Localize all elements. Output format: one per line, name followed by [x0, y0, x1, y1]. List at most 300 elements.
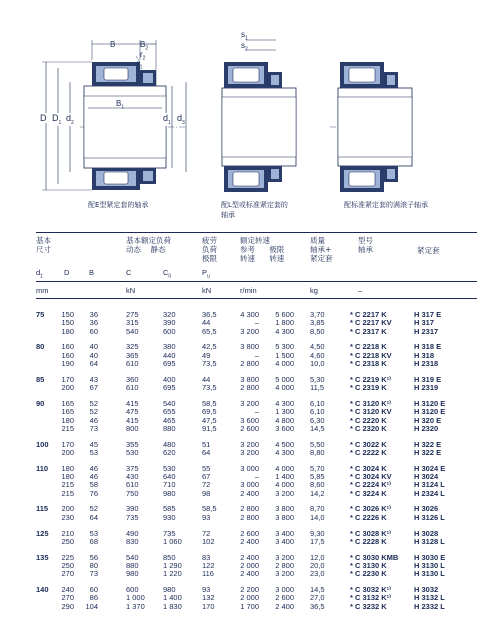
- symbol-C0: $C_0$: [163, 268, 172, 280]
- table-cell: 210: [61, 528, 74, 538]
- table-cell: H 3130 L: [414, 569, 445, 579]
- group-bore-diameter: 140: [36, 585, 49, 594]
- table-cell: H 2317: [414, 326, 439, 336]
- table-cell: 165: [61, 407, 74, 417]
- table-cell: 250: [61, 560, 74, 570]
- table-cell: 36,5: [202, 310, 217, 319]
- table-cell: 42,5: [202, 342, 217, 352]
- table-cell: H 3024: [414, 472, 439, 481]
- table-cell: 2 800: [240, 359, 259, 368]
- table-cell: 49: [202, 350, 211, 360]
- table-cell: 4 300: [275, 447, 294, 457]
- table-cell: 73,5: [202, 383, 217, 393]
- table-cell: 12,0: [310, 552, 325, 562]
- table-cell: * C 2222 K: [350, 447, 387, 457]
- table-cell: 170: [61, 439, 74, 449]
- label-B1: $B_1$: [116, 99, 125, 111]
- table-cell: 610: [126, 480, 139, 490]
- table-cell: * C 2220 K: [350, 415, 387, 425]
- table-cell: * C 3024 KV: [350, 472, 392, 481]
- table-cell: 4 300: [240, 310, 259, 319]
- table-cell: 325: [126, 342, 139, 352]
- table-cell: 1 400: [275, 472, 294, 481]
- table-cell: H 2324 L: [414, 488, 445, 498]
- table-cell: 830: [126, 536, 139, 546]
- table-cell: * C 3024 K: [350, 463, 387, 473]
- table-cell: 8,50: [310, 326, 325, 336]
- table-cell: 3 200: [275, 488, 294, 498]
- table-cell: 530: [126, 447, 139, 457]
- table-cell: 8,80: [310, 447, 325, 457]
- table-cell: 46: [89, 472, 98, 481]
- table-cell: * C 2317 K: [350, 326, 387, 336]
- group-bore-diameter: 75: [36, 310, 45, 319]
- symbol-rule: [36, 281, 477, 282]
- table-cell: 14,5: [310, 423, 325, 433]
- table-cell: 3 200: [275, 552, 294, 562]
- table-cell: H 3128 L: [414, 536, 445, 546]
- header-sleeve: 紧定套: [417, 246, 440, 255]
- table-cell: 2 400: [275, 601, 294, 611]
- table-cell: –: [254, 318, 259, 328]
- table-cell: H 3028: [414, 528, 439, 538]
- table-cell: 610: [126, 359, 139, 368]
- table-cell: * C 2230 K: [350, 569, 387, 579]
- unit-mm: mm: [36, 286, 49, 295]
- table-cell: 880: [163, 423, 176, 433]
- table-cell: 72: [202, 480, 211, 490]
- table-cell: 86: [89, 593, 98, 603]
- table-cell: 3 200: [275, 569, 294, 579]
- table-cell: * C 2224 K¹⁾: [350, 480, 392, 490]
- table-cell: 45: [89, 439, 98, 449]
- table-cell: 5,30: [310, 374, 325, 384]
- table-cell: 64: [202, 447, 211, 457]
- table-cell: 132: [202, 593, 215, 603]
- table-cell: 3,85: [310, 318, 325, 328]
- table-cell: 5 000: [275, 374, 294, 384]
- table-cell: 3 000: [240, 480, 259, 490]
- table-cell: 275: [126, 310, 139, 319]
- table-cell: * C 3032 K¹⁾: [350, 585, 392, 594]
- table-cell: 600: [163, 326, 176, 336]
- table-cell: H 3120 E: [414, 398, 446, 408]
- table-cell: 58,5: [202, 504, 217, 514]
- table-cell: 44: [202, 374, 211, 384]
- table-cell: 80: [89, 560, 98, 570]
- table-cell: H 3024 E: [414, 463, 446, 473]
- table-cell: 3 200: [240, 447, 259, 457]
- group-bore-diameter: 135: [36, 552, 49, 562]
- table-cell: 3 200: [240, 326, 259, 336]
- table-cell: 170: [202, 601, 215, 611]
- unit-kn: kN: [126, 286, 136, 295]
- table-cell: 4 000: [275, 463, 294, 473]
- group-bore-diameter: 80: [36, 342, 45, 352]
- table-cell: 98: [202, 488, 211, 498]
- table-cell: 93: [202, 585, 211, 594]
- table-cell: 46: [89, 415, 98, 425]
- table-cell: 1 500: [275, 350, 294, 360]
- table-cell: H 318 E: [414, 342, 442, 352]
- table-cell: 980: [163, 585, 176, 594]
- table-cell: 655: [163, 407, 176, 417]
- table-cell: 2 200: [240, 585, 259, 594]
- unit-dash: –: [358, 286, 363, 295]
- table-cell: 5 600: [275, 310, 294, 319]
- group-bore-diameter: 100: [36, 439, 49, 449]
- caption-full-complement: 配标准紧定套的满滚子轴承: [344, 201, 428, 209]
- table-cell: 880: [126, 560, 139, 570]
- table-cell: 180: [61, 415, 74, 425]
- bearing-diagrams: [0, 0, 497, 225]
- label-r1: $r_1$: [137, 59, 143, 71]
- symbol-Pu: $P_u$: [202, 268, 210, 280]
- table-cell: 36: [89, 318, 98, 328]
- table-cell: 610: [126, 383, 139, 393]
- table-cell: 3 800: [240, 342, 259, 352]
- table-cell: 53: [89, 447, 98, 457]
- table-cell: 800: [126, 423, 139, 433]
- table-cell: H 3120 E: [414, 407, 446, 417]
- table-cell: 58: [89, 480, 98, 490]
- table-cell: 36: [89, 310, 98, 319]
- table-cell: 36,5: [310, 601, 325, 611]
- table-cell: 2 600: [275, 593, 294, 603]
- table-cell: 320: [163, 310, 176, 319]
- label-D: D: [40, 113, 47, 123]
- table-cell: * C 3028 K¹⁾: [350, 528, 392, 538]
- table-cell: 750: [126, 488, 139, 498]
- table-cell: H 322 E: [414, 447, 442, 457]
- table-cell: 440: [163, 350, 176, 360]
- table-cell: H 2319: [414, 383, 439, 393]
- table-cell: 2 600: [240, 423, 259, 433]
- table-cell: 170: [61, 374, 74, 384]
- table-cell: –: [254, 472, 259, 481]
- group-bore-diameter: 125: [36, 528, 49, 538]
- table-cell: 1 300: [275, 407, 294, 417]
- diagram-l-type-sleeve: [222, 40, 296, 192]
- table-cell: 355: [126, 439, 139, 449]
- table-cell: * C 2226 K: [350, 512, 387, 522]
- table-cell: H 3030 E: [414, 552, 446, 562]
- table-cell: 250: [61, 536, 74, 546]
- table-cell: * C 3132 K¹⁾: [350, 593, 392, 603]
- table-cell: 1 700: [240, 601, 259, 611]
- table-cell: 215: [61, 480, 74, 490]
- table-cell: * C 3224 K: [350, 488, 387, 498]
- table-cell: 23,0: [310, 569, 325, 579]
- table-cell: H 2332 L: [414, 601, 445, 611]
- table-cell: H 3124 L: [414, 480, 445, 490]
- table-cell: H 3130 L: [414, 560, 445, 570]
- table-cell: 76: [89, 488, 98, 498]
- group-bore-diameter: 110: [36, 463, 49, 473]
- table-cell: 3 400: [275, 536, 294, 546]
- table-cell: 17,5: [310, 536, 325, 546]
- table-cell: 65,5: [202, 326, 217, 336]
- table-cell: 2 400: [240, 488, 259, 498]
- table-cell: 10,0: [310, 359, 325, 368]
- table-cell: 46: [89, 463, 98, 473]
- table-cell: 40: [89, 350, 98, 360]
- table-cell: 14,0: [310, 512, 325, 522]
- table-cell: 230: [61, 512, 74, 522]
- table-cell: H 317: [414, 318, 435, 328]
- table-cell: 3 800: [275, 504, 294, 514]
- table-cell: H 3132 L: [414, 593, 445, 603]
- table-cell: 3 400: [275, 528, 294, 538]
- table-cell: H 322 E: [414, 439, 442, 449]
- table-cell: 200: [61, 504, 74, 514]
- table-cell: * C 2228 K: [350, 536, 387, 546]
- table-cell: 56: [89, 552, 98, 562]
- table-cell: 415: [126, 415, 139, 425]
- label-r2: $r_2$: [140, 50, 146, 62]
- table-cell: 93: [202, 512, 211, 522]
- table-cell: 14,5: [310, 585, 325, 594]
- diagram-svg: [0, 0, 497, 225]
- table-cell: 3 600: [275, 423, 294, 433]
- table-cell: 1 370: [126, 601, 145, 611]
- table-cell: 180: [61, 326, 74, 336]
- table-cell: 2 000: [240, 560, 259, 570]
- header-designation: 型号 轴承: [358, 236, 373, 254]
- table-cell: 4,50: [310, 342, 325, 352]
- table-cell: 102: [202, 536, 215, 546]
- table-cell: 52: [89, 504, 98, 514]
- table-cell: 735: [163, 528, 176, 538]
- table-cell: 44: [202, 318, 211, 328]
- table-cell: 3 000: [240, 463, 259, 473]
- table-cell: 5,85: [310, 472, 325, 481]
- table-cell: 620: [163, 447, 176, 457]
- table-cell: 2 400: [240, 569, 259, 579]
- table-cell: 4 300: [275, 398, 294, 408]
- unit-rpm: r/min: [240, 286, 257, 295]
- header-speed-ratings: 额定转速 参考 极限 转速 转速: [240, 236, 285, 263]
- label-d3: $d_3$: [177, 113, 185, 126]
- table-cell: 64: [89, 359, 98, 368]
- table-cell: 465: [163, 415, 176, 425]
- table-cell: 3 800: [240, 374, 259, 384]
- table-cell: 540: [126, 552, 139, 562]
- table-cell: 1 000: [126, 593, 145, 603]
- table-cell: 2 600: [240, 528, 259, 538]
- table-cell: H 3026: [414, 504, 439, 514]
- unit-kg: kg: [310, 286, 318, 295]
- table-cell: 290: [61, 601, 74, 611]
- table-cell: * C 2217 K: [350, 310, 387, 319]
- label-s2: $s_2$: [241, 41, 248, 53]
- table-cell: 180: [61, 463, 74, 473]
- table-cell: 52: [89, 398, 98, 408]
- table-cell: 1 220: [163, 569, 182, 579]
- table-cell: 64: [89, 512, 98, 522]
- label-d1: $d_1$: [163, 113, 171, 126]
- table-cell: 40: [89, 342, 98, 352]
- table-cell: * C 3120 KV: [350, 407, 392, 417]
- label-B2: $B_2$: [140, 40, 149, 52]
- table-cell: –: [254, 350, 259, 360]
- symbol-D: D: [64, 268, 70, 277]
- table-cell: 5 300: [275, 342, 294, 352]
- table-cell: 150: [61, 310, 74, 319]
- table-cell: 47,5: [202, 415, 217, 425]
- table-cell: 55: [202, 463, 211, 473]
- table-cell: 3 600: [240, 415, 259, 425]
- table-cell: H 317 E: [414, 310, 442, 319]
- caption-l-type: 配L型或标准紧定套的 轴承: [221, 201, 288, 219]
- table-cell: 315: [126, 318, 139, 328]
- label-D1: $D_1$: [52, 113, 62, 126]
- group-bore-diameter: 115: [36, 504, 49, 514]
- table-cell: 3 800: [275, 512, 294, 522]
- table-cell: 72: [202, 528, 211, 538]
- table-cell: 4 000: [275, 383, 294, 393]
- table-cell: 365: [126, 350, 139, 360]
- header-mass: 质量 轴承+ 紧定套: [310, 236, 333, 263]
- table-cell: 190: [61, 359, 74, 368]
- table-cell: 2 800: [275, 560, 294, 570]
- table-cell: 215: [61, 488, 74, 498]
- table-cell: * C 2320 K: [350, 423, 387, 433]
- label-s1: $s_1$: [241, 30, 248, 42]
- table-cell: 3 000: [275, 585, 294, 594]
- table-cell: 73,5: [202, 359, 217, 368]
- table-cell: * C 2219 K¹⁾: [350, 374, 392, 384]
- table-cell: * C 3026 K¹⁾: [350, 504, 392, 514]
- table-cell: * C 2319 K: [350, 383, 387, 393]
- table-cell: 4,60: [310, 350, 325, 360]
- table-cell: 9,30: [310, 528, 325, 538]
- table-cell: 4 500: [275, 439, 294, 449]
- table-cell: 2 000: [240, 593, 259, 603]
- table-cell: H 3032: [414, 585, 439, 594]
- table-cell: 3 200: [240, 439, 259, 449]
- table-cell: 2 800: [240, 512, 259, 522]
- table-cell: 375: [126, 463, 139, 473]
- table-cell: 1 800: [275, 318, 294, 328]
- table-cell: 165: [61, 398, 74, 408]
- table-cell: 1 400: [163, 593, 182, 603]
- table-cell: 8,70: [310, 504, 325, 514]
- table-cell: 695: [163, 383, 176, 393]
- table-cell: 27,0: [310, 593, 325, 603]
- table-cell: * C 2218 K: [350, 342, 387, 352]
- caption-e-type: 配E型紧定套的轴承: [88, 201, 149, 209]
- table-cell: 1 830: [163, 601, 182, 611]
- table-cell: H 320 E: [414, 415, 442, 425]
- group-bore-diameter: 90: [36, 398, 45, 408]
- table-cell: 480: [163, 439, 176, 449]
- table-cell: 270: [61, 569, 74, 579]
- unit-kn-2: kN: [202, 286, 212, 295]
- table-cell: 540: [163, 398, 176, 408]
- header-fatigue-limit: 疲劳 负荷 极限: [202, 236, 217, 263]
- table-cell: 585: [163, 504, 176, 514]
- table-cell: 4 300: [275, 326, 294, 336]
- table-cell: H 3126 L: [414, 512, 445, 522]
- table-cell: 640: [163, 472, 176, 481]
- table-cell: 1 290: [163, 560, 182, 570]
- symbol-B: B: [89, 268, 95, 277]
- table-cell: 150: [61, 318, 74, 328]
- table-cell: 6,10: [310, 398, 325, 408]
- table-cell: 735: [126, 512, 139, 522]
- table-cell: 67: [202, 472, 211, 481]
- table-cell: 83: [202, 552, 211, 562]
- table-cell: 52: [89, 407, 98, 417]
- table-cell: 8,60: [310, 480, 325, 490]
- table-cell: 415: [126, 398, 139, 408]
- table-cell: 20,0: [310, 560, 325, 570]
- table-cell: H 2318: [414, 359, 439, 368]
- table-cell: 53: [89, 528, 98, 538]
- table-cell: H 319 E: [414, 374, 442, 384]
- table-cell: 67: [89, 383, 98, 393]
- table-cell: * C 3130 K: [350, 560, 387, 570]
- table-cell: 73: [89, 569, 98, 579]
- table-cell: 710: [163, 480, 176, 490]
- table-cell: 930: [163, 512, 176, 522]
- table-cell: 215: [61, 423, 74, 433]
- table-cell: 116: [202, 569, 214, 579]
- table-cell: * C 2318 K: [350, 359, 387, 368]
- table-cell: 360: [126, 374, 139, 384]
- unit-rule: [36, 298, 477, 299]
- table-cell: 390: [126, 504, 139, 514]
- table-cell: 200: [61, 447, 74, 457]
- header-basic-dimensions: 基本 尺寸: [36, 236, 51, 254]
- table-cell: 600: [126, 585, 139, 594]
- table-cell: * C 3022 K: [350, 439, 387, 449]
- table-cell: 43: [89, 374, 98, 384]
- table-cell: 980: [126, 569, 139, 579]
- table-cell: 200: [61, 383, 74, 393]
- table-cell: 60: [89, 585, 98, 594]
- table-cell: 4 000: [275, 359, 294, 368]
- table-cell: 6,10: [310, 407, 325, 417]
- table-cell: H 318: [414, 350, 435, 360]
- table-cell: 5,70: [310, 463, 325, 473]
- symbol-d1: $d_1$: [36, 268, 43, 280]
- table-cell: 58,5: [202, 398, 217, 408]
- table-cell: 850: [163, 552, 176, 562]
- table-top-rule: [36, 232, 477, 233]
- table-cell: 270: [61, 593, 74, 603]
- table-cell: 3 200: [240, 398, 259, 408]
- table-cell: 2 800: [240, 504, 259, 514]
- table-cell: 490: [126, 528, 139, 538]
- table-cell: * C 2218 KV: [350, 350, 392, 360]
- table-cell: * C 3030 KMB: [350, 552, 399, 562]
- table-cell: 60: [89, 326, 98, 336]
- diagram-full-complement: [330, 62, 412, 192]
- table-cell: 2 400: [240, 552, 259, 562]
- header-load-ratings: 基本额定负荷 动态 静态: [126, 236, 171, 254]
- table-cell: 400: [163, 374, 176, 384]
- table-cell: 2 400: [240, 536, 259, 546]
- table-cell: 5,50: [310, 439, 325, 449]
- table-cell: 68: [89, 536, 98, 546]
- table-cell: 475: [126, 407, 139, 417]
- table-cell: 14,2: [310, 488, 325, 498]
- table-cell: 3,70: [310, 310, 325, 319]
- table-cell: 980: [163, 488, 176, 498]
- table-cell: 225: [61, 552, 74, 562]
